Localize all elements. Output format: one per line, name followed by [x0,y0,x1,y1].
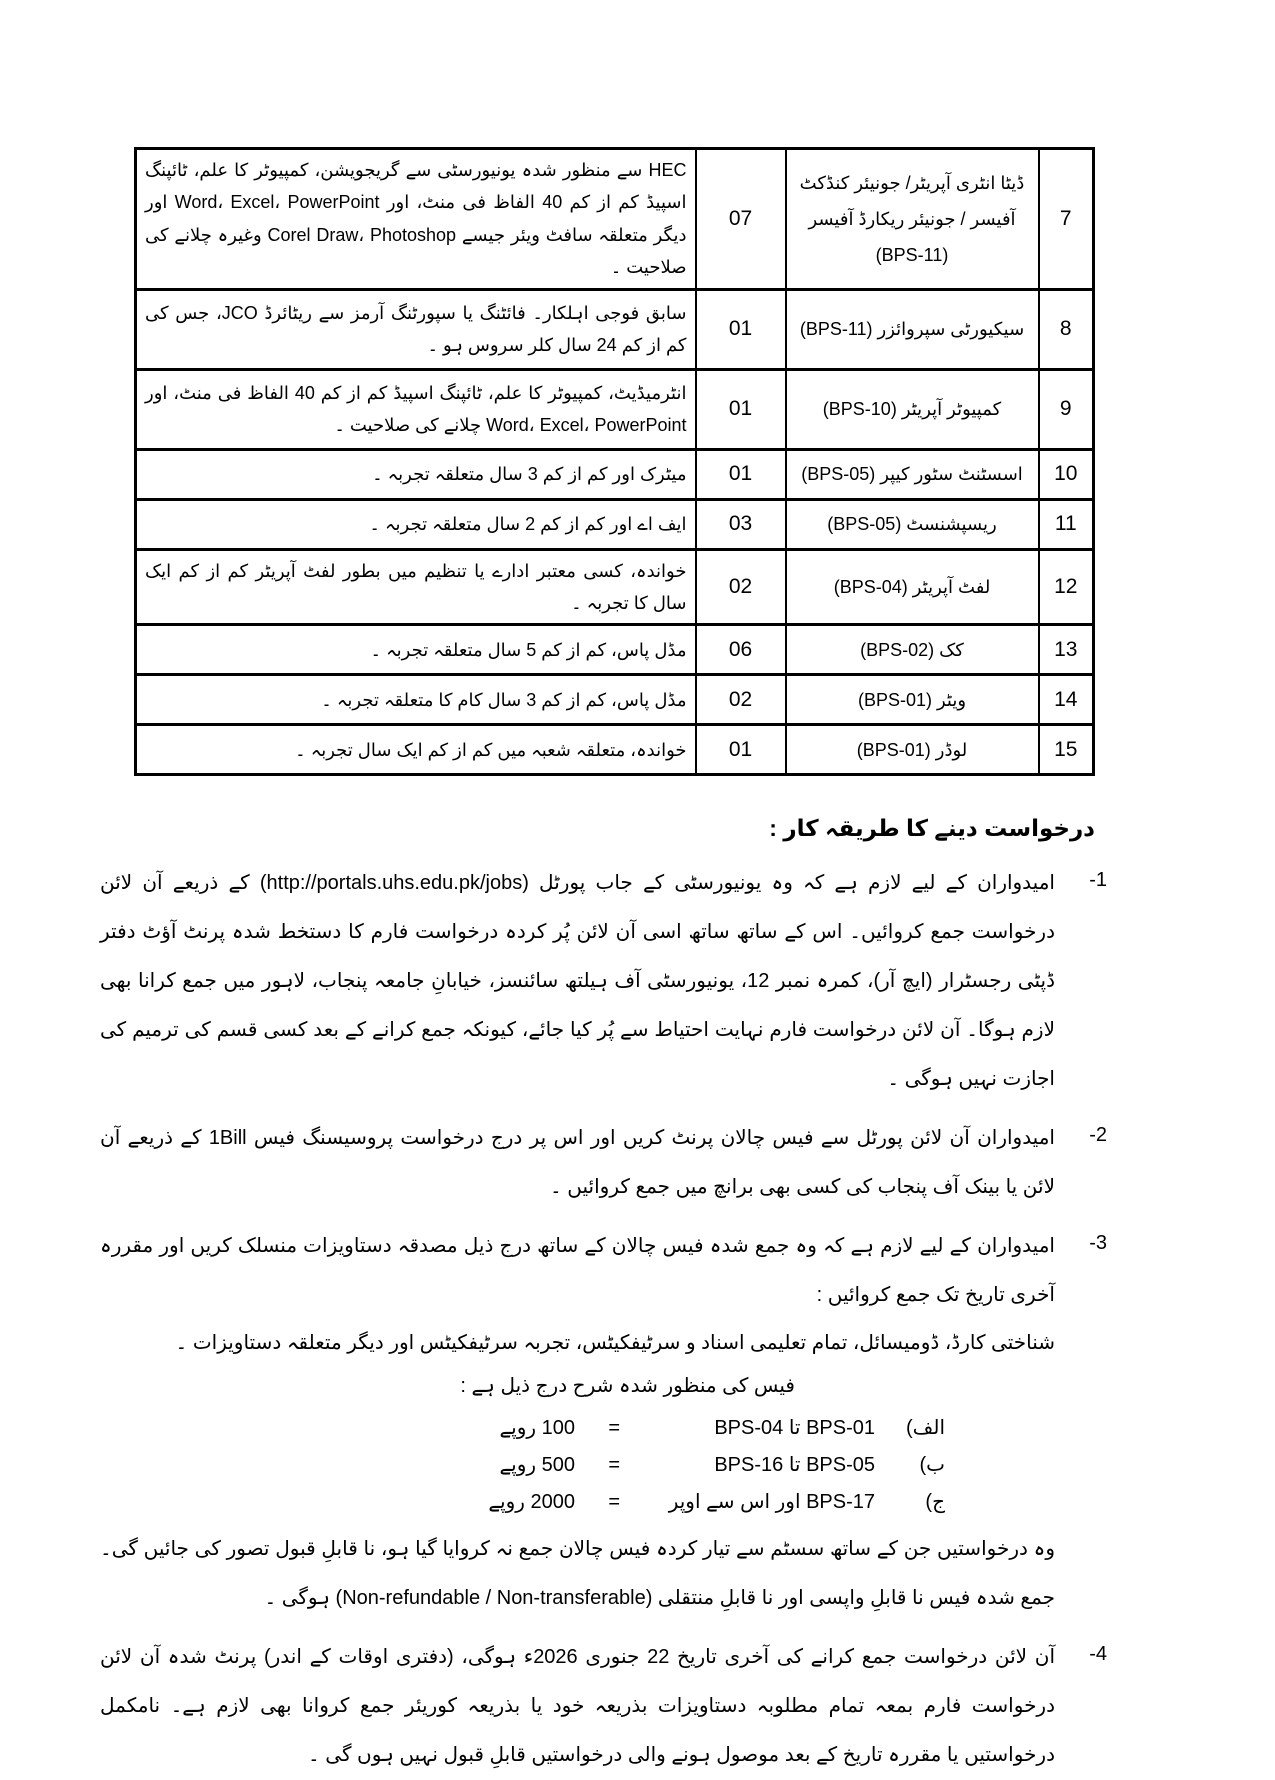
serial-cell: 7 [1039,149,1094,290]
count-cell: 02 [696,549,786,625]
procedure-heading: درخواست دینے کا طریقہ کار : [769,815,1095,842]
serial-cell: 11 [1039,499,1094,549]
requirements-cell: ایف اے اور کم از کم 2 سال متعلقہ تجربہ ۔ [136,499,696,549]
item-paragraph: امیدواران آن لائن پورٹل سے فیس چالان پرنٹ کریں اور اس پر درج درخواست پروسیسنگ فیس 1Bill کے ذریعے آن لائن یا بینک آف پنجاب کی کسی بھی برانچ میں جمع کروائیں ۔ [100,1126,1055,1198]
serial-cell: 10 [1039,449,1094,499]
table-row [136,499,1094,549]
requirements-cell: مڈل پاس، کم از کم 3 سال کام کا متعلقہ تجربہ ۔ [136,675,696,725]
table-row [136,549,1094,625]
serial-cell: 8 [1039,289,1094,369]
fee-label: ج) [925,1490,945,1513]
table-row [136,725,1094,775]
count-cell: 01 [696,449,786,499]
requirements-cell: خواندہ، متعلقہ شعبہ میں کم از کم ایک سال تجربہ ۔ [136,725,696,775]
serial-cell: 9 [1039,369,1094,449]
fee-row [100,1447,945,1484]
table-row [136,369,1094,449]
fee-note: وہ درخواستیں جن کے ساتھ سسٹم سے تیار کردہ فیس چالان جمع نہ کروایا گیا ہو، نا قابلِ قبول تصور کی جائیں گی۔ جمع شدہ فیس نا قابلِ واپسی اور نا قابلِ منتقلی (Non-refundable / Non-transferable) ہوگی ۔ [100,1537,1055,1609]
item-number: -3 [1089,1231,1107,1254]
requirements-cell: مڈل پاس، کم از کم 5 سال متعلقہ تجربہ ۔ [136,625,696,675]
position-cell: کک (BPS-02) [786,625,1039,675]
table-row [136,625,1094,675]
position-cell: ویٹر (BPS-01) [786,675,1039,725]
position-cell: لفٹ آپریٹر (BPS-04) [786,549,1039,625]
position-cell: ریسپشنسٹ (BPS-05) [786,499,1039,549]
item-number: -2 [1089,1123,1107,1146]
fee-label: ب) [919,1453,945,1476]
table-row [136,449,1094,499]
fee-schedule [100,1410,945,1521]
equals-sign: = [608,1490,620,1513]
fee-range: BPS-17 اور اس سے اوپر [668,1490,875,1513]
position-cell: اسسٹنٹ سٹور کیپر (BPS-05) [786,449,1039,499]
position-cell: لوڈر (BPS-01) [786,725,1039,775]
fee-range: BPS-01 تا BPS-04 [714,1416,875,1439]
item-text [100,1222,1055,1623]
fee-row [100,1484,945,1521]
procedure-items [100,859,1135,1780]
position-cell: ڈیٹا انٹری آپریٹر/ جونیئر کنڈکٹ آفیسر / جونیئر ریکارڈ آفیسر (BPS-11) [786,149,1039,290]
fee-range: BPS-05 تا BPS-16 [714,1453,875,1476]
fee-schedule-intro: فیس کی منظور شدہ شرح درج ذیل ہے : [460,1374,795,1397]
count-cell: 01 [696,725,786,775]
item-text [100,1114,1055,1212]
count-cell: 07 [696,149,786,290]
procedure-item-3 [100,1222,1107,1623]
item-text [100,859,1055,1104]
fee-amount: 2000 روپے [488,1490,575,1513]
positions-table [134,147,1095,776]
item-paragraph: آن لائن درخواست جمع کرانے کی آخری تاریخ 22 جنوری 2026ء ہوگی، (دفتری اوقات کے اندر) پرنٹ شدہ آن لائن درخواست فارم بمعہ تمام مطلوبہ دستاویزات بذریعہ خود یا بذریعہ کوریئر جمع کروانا بھی لازم ہے۔ نامکمل درخواستیں یا مقررہ تاریخ کے بعد موصول ہونے والی درخواستیں قابلِ قبول نہیں ہوں گی ۔ [100,1645,1056,1766]
position-cell: کمپیوٹر آپریٹر (BPS-10) [786,369,1039,449]
fee-label: الف) [905,1416,945,1439]
fee-amount: 500 روپے [499,1453,575,1476]
count-cell: 01 [696,289,786,369]
item-text [100,1633,1055,1780]
count-cell: 02 [696,675,786,725]
requirements-cell: انٹرمیڈیٹ، کمپیوٹر کا علم، ٹائپنگ اسپیڈ کم از کم 40 الفاظ فی منٹ، اور Word، Excel، PowerPoint چلانے کی صلاحیت ۔ [136,369,696,449]
item-number: -4 [1089,1642,1107,1665]
procedure-item-4 [100,1633,1107,1780]
requirements-cell: خواندہ، کسی معتبر ادارے یا تنظیم میں بطور لفٹ آپریٹر کم از کم ایک سال کا تجربہ ۔ [136,549,696,625]
fee-amount: 100 روپے [499,1416,575,1439]
serial-cell: 14 [1039,675,1094,725]
equals-sign: = [608,1453,620,1476]
requirements-cell: سابق فوجی اہلکار۔ فائٹنگ یا سپورٹنگ آرمز سے ریٹائرڈ JCO، جس کی کم از کم 24 سال کلر سروس ہو ۔ [136,289,696,369]
table-row [136,289,1094,369]
procedure-item-1 [100,859,1107,1104]
equals-sign: = [608,1416,620,1439]
requirements-cell: HEC سے منظور شدہ یونیورسٹی سے گریجویشن، کمپیوٹر کا علم، ٹائپنگ اسپیڈ کم از کم 40 الفاظ فی منٹ، اور Word، Excel، PowerPoint اور دیگر متعلقہ سافٹ ویئر جیسے Corel Draw، Photoshop وغیرہ چلانے کی صلاحیت ۔ [136,149,696,290]
table-row [136,675,1094,725]
item-paragraph: امیدواران کے لیے لازم ہے کہ وہ جمع شدہ فیس چالان کے ساتھ درج ذیل مصدقہ دستاویزات منسلک کریں اور مقررہ آخری تاریخ تک جمع کروائیں : [100,1234,1055,1306]
position-cell: سیکیورٹی سپروائزر (BPS-11) [786,289,1039,369]
item-paragraph: امیدواران کے لیے لازم ہے کہ وہ یونیورسٹی کے جاب پورٹل (http://portals.uhs.edu.pk/jobs) کے ذریعے آن لائن درخواست جمع کروائیں۔ اس کے ساتھ ساتھ اسی آن لائن پُر کردہ درخواست فارم کا دستخط شدہ پرنٹ آؤٹ دفتر ڈپٹی رجسٹرار (ایچ آر)، کمرہ نمبر 12، یونیورسٹی آف ہیلتھ سائنسز، خیابانِ جامعہ پنجاب، لاہور میں جمع کرانا بھی لازم ہوگا۔ آن لائن درخواست فارم نہایت احتیاط سے پُر کیا جائے، کیونکہ جمع کرانے کے بعد کسی قسم کی ترمیم کی اجازت نہیں ہوگی ۔ [100,871,1055,1090]
table-row [136,149,1094,290]
serial-cell: 12 [1039,549,1094,625]
fee-row [100,1410,945,1447]
procedure-item-2 [100,1114,1107,1212]
serial-cell: 15 [1039,725,1094,775]
count-cell: 01 [696,369,786,449]
requirements-cell: میٹرک اور کم از کم 3 سال متعلقہ تجربہ ۔ [136,449,696,499]
serial-cell: 13 [1039,625,1094,675]
count-cell: 06 [696,625,786,675]
count-cell: 03 [696,499,786,549]
item-number: -1 [1089,868,1107,891]
required-documents-line: شناختی کارڈ، ڈومیسائل، تمام تعلیمی اسناد و سرٹیفکیٹس، تجربہ سرٹیفکیٹس اور دیگر متعلقہ دستاویزات ۔ [175,1331,1055,1354]
